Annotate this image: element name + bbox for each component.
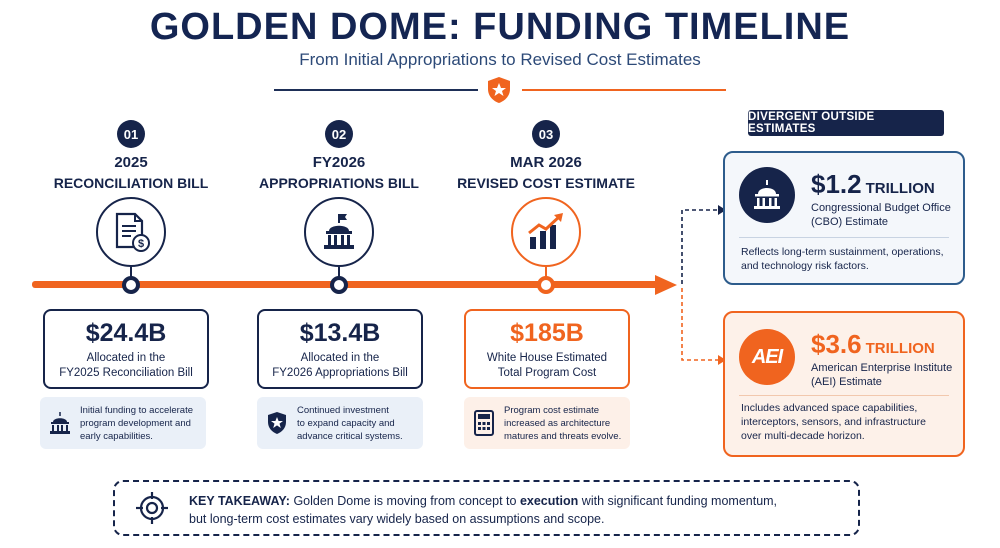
aei-separator [739,395,949,396]
page-title: GOLDEN DOME: FUNDING TIMELINE [149,6,851,48]
amount-desc-3-line1: White House Estimated [486,352,608,364]
note-1-line3: early capabilities. [80,430,153,442]
step-heading-1-line1: 2025 [114,154,148,171]
step-icon-circle-3 [511,197,581,267]
step-number-2: 02 [325,120,353,148]
cbo-separator [739,237,949,238]
aei-amount-unit: TRILLION [865,340,935,357]
key-takeaway-label: KEY TAKEAWAY: [189,494,290,508]
header-divider-left [274,89,478,91]
amount-desc-1-line2: FY2025 Reconciliation Bill [59,367,193,379]
note-2-line3: advance critical systems. [297,430,403,442]
note-2-line1: Continued investment [297,404,389,416]
step-heading-1 [21,153,241,193]
shield-star-icon [484,75,514,105]
step-heading-2 [229,153,449,193]
amount-box-3 [464,309,630,389]
note-3-line1: Program cost estimate [504,404,600,416]
star-shield-icon [264,410,290,436]
amount-desc-1-line1: Allocated in the [86,352,166,364]
estimate-connectors [674,196,726,366]
note-3-line3: matures and threats evolve. [504,430,622,442]
aei-org-line1: American Enterprise Institute [811,362,953,374]
cbo-org-line1: Congressional Budget Office [811,202,951,214]
cbo-estimate-card [723,151,965,285]
key-takeaway-text-a: Golden Dome is moving from concept to [293,494,517,508]
note-2-line2: to expand capacity and [297,417,395,429]
step-heading-2-line2: APPROPRIATIONS BILL [259,175,419,191]
amount-desc-3-line2: Total Program Cost [497,367,597,379]
amount-value-2: $13.4B [299,319,381,347]
cbo-amount-value: $1.2 [811,169,862,199]
key-takeaway-line2: but long-term cost estimates vary widely based on assumptions and scope. [189,512,605,526]
aei-amount [811,329,935,360]
note-3-line2: increased as architecture [504,417,611,429]
document-dollar-icon [111,211,151,253]
cbo-description [741,245,956,273]
step-heading-3-line2: REVISED COST ESTIMATE [457,175,635,191]
cbo-org-line2: (CBO) Estimate [811,216,889,228]
step-heading-3-line1: MAR 2026 [510,154,582,171]
svg-text:$: $ [137,238,145,250]
aei-amount-value: $3.6 [811,329,862,359]
amount-box-2 [257,309,423,389]
aei-desc-line1: Includes advanced space capabilities, [741,402,918,414]
amount-desc-2 [259,351,421,381]
aei-logo: AEI [739,329,795,385]
note-1-line2: program development and [80,417,191,429]
target-crosshair-icon [135,491,169,525]
timeline-node-3 [537,276,555,294]
cbo-org [811,201,961,229]
amount-desc-3 [466,351,628,381]
amount-box-1 [43,309,209,389]
amount-value-3: $185B [510,319,584,347]
aei-desc-line2: interceptors, sensors, and infrastructure [741,416,927,428]
step-icon-circle-1 [96,197,166,267]
calculator-icon [472,409,496,437]
amount-desc-2-line1: Allocated in the [300,352,380,364]
key-takeaway-text-c: with significant funding momentum, [581,494,778,508]
step-heading-2-line1: FY2026 [312,154,366,171]
step-heading-3 [436,153,656,193]
capitol-icon [47,410,73,436]
cbo-amount [811,169,935,200]
step-number-3: 03 [532,120,560,148]
note-box-2 [257,397,423,449]
bar-chart-trend-icon [524,211,568,253]
cbo-logo [739,167,795,223]
step-icon-circle-2 [304,197,374,267]
header-divider-right [522,89,726,91]
cbo-desc-line1: Reflects long-term sustainment, operations, [741,246,944,258]
timeline-node-1 [122,276,140,294]
cbo-amount-unit: TRILLION [865,180,935,197]
aei-estimate-card [723,311,965,457]
key-takeaway-emphasis: execution [519,494,579,508]
note-1-line1: Initial funding to accelerate [80,404,194,416]
amount-desc-1 [45,351,207,381]
aei-desc-line3: over multi-decade horizon. [741,430,865,442]
page-subtitle: From Initial Appropriations to Revised Cost Estimates [299,50,701,69]
divergent-estimates-label: DIVERGENT OUTSIDE ESTIMATES [748,110,944,136]
note-box-1 [40,397,206,449]
aei-org-line2: (AEI) Estimate [811,376,882,388]
connector-to-cbo [682,210,718,284]
step-heading-1-line2: RECONCILIATION BILL [53,175,209,191]
note-box-3 [464,397,630,449]
step-number-1: 01 [117,120,145,148]
timeline-node-2 [330,276,348,294]
capitol-flag-icon [318,211,360,253]
connector-to-aei [682,288,718,360]
amount-value-1: $24.4B [85,319,167,347]
aei-org [811,361,961,389]
aei-description [741,401,956,443]
key-takeaway-box [113,480,860,536]
capitol-dome-icon [749,177,785,213]
amount-desc-2-line2: FY2026 Appropriations Bill [272,367,408,379]
key-takeaway-text [189,492,849,528]
cbo-desc-line2: and technology risk factors. [741,260,869,272]
key-takeaway-line1 [189,492,849,510]
